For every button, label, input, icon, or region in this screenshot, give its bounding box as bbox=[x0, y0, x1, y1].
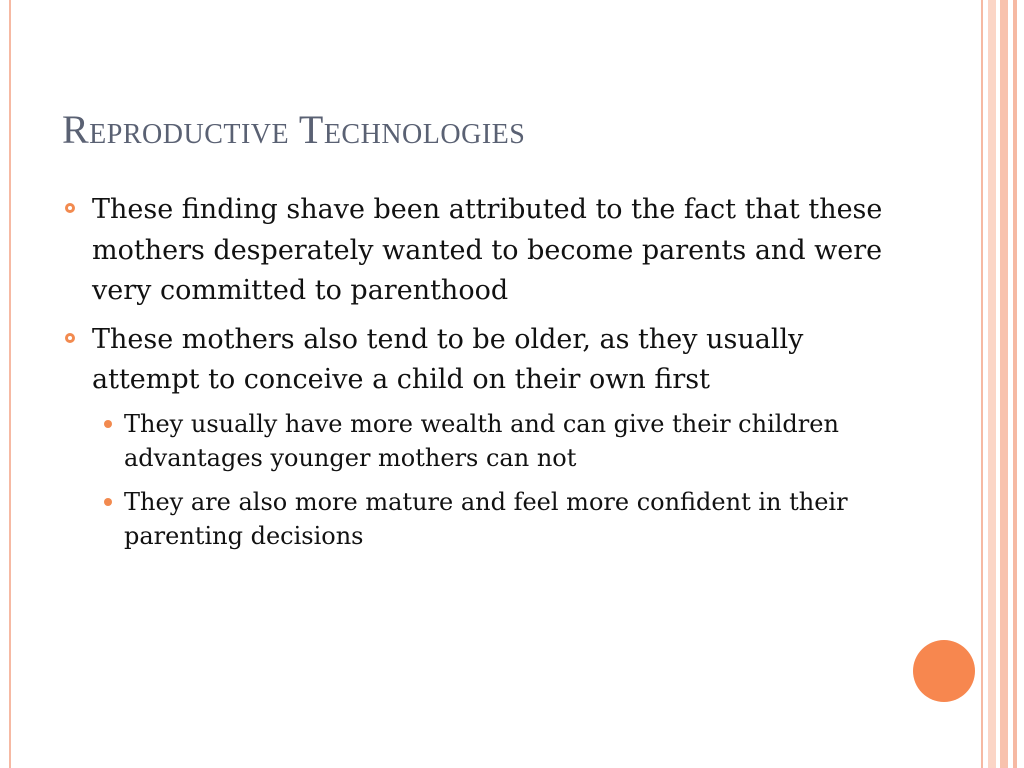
sub-bullet-item bbox=[92, 407, 912, 476]
sub-bullet-list bbox=[92, 407, 912, 554]
slide-frame-right-band bbox=[988, 0, 996, 768]
ring-bullet-icon bbox=[65, 333, 75, 343]
dot-bullet-icon bbox=[104, 498, 112, 506]
sub-bullet-item bbox=[92, 485, 912, 554]
slide-frame-right-edge bbox=[1013, 0, 1017, 768]
bullet-item bbox=[62, 320, 912, 554]
bullet-text: These finding shave been attributed to the fact that these mothers desperately wanted to become parents and were very committed to parenthood bbox=[92, 194, 883, 306]
slide-title: Reproductive Technologies bbox=[62, 107, 526, 152]
sub-bullet-text: They usually have more wealth and can give their children advantages younger mothers can not bbox=[124, 409, 839, 472]
slide-frame-right-stripe bbox=[1000, 0, 1008, 768]
slide-body bbox=[62, 190, 912, 563]
slide-frame-right-line bbox=[981, 0, 983, 768]
decorative-circle-icon bbox=[913, 640, 975, 702]
bullet-item bbox=[62, 190, 912, 312]
ring-bullet-icon bbox=[65, 203, 75, 213]
slide-frame-left-line bbox=[9, 0, 11, 768]
bullet-list bbox=[62, 190, 912, 554]
bullet-text: These mothers also tend to be older, as they usually attempt to conceive a child on their own first bbox=[92, 323, 804, 395]
dot-bullet-icon bbox=[104, 420, 112, 428]
sub-bullet-text: They are also more mature and feel more confident in their parenting decisions bbox=[124, 487, 848, 550]
